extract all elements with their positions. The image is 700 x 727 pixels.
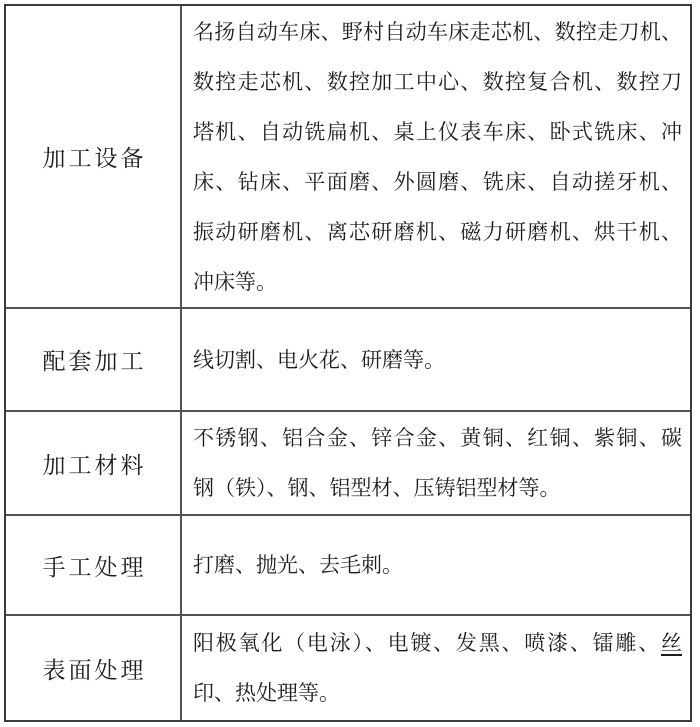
capability-spec-table bbox=[4, 4, 692, 722]
row-label: 配套加工 bbox=[42, 349, 147, 374]
row-label-cell bbox=[6, 616, 182, 720]
row-label-cell bbox=[6, 6, 182, 307]
table-row-processing-equipment bbox=[6, 6, 690, 309]
text-line: 冲床等。 bbox=[193, 269, 277, 294]
row-label: 加工设备 bbox=[42, 146, 147, 171]
text-run: 阳极氧化（电泳）、电镀、发黑、喷漆、镭雕、 bbox=[193, 631, 661, 655]
row-label: 表面处理 bbox=[42, 657, 147, 683]
text-line: 振动研磨机、离芯研磨机、磁力研磨机、烘干机、 bbox=[193, 219, 682, 244]
row-content-cell bbox=[182, 412, 690, 514]
row-content-cell bbox=[182, 309, 690, 410]
row-label-cell bbox=[6, 516, 182, 614]
row-content-cell bbox=[182, 6, 690, 307]
text-line: 不锈钢、铝合金、锌合金、黄铜、红铜、紫铜、碳 bbox=[193, 426, 682, 450]
row-content-cell bbox=[182, 516, 690, 614]
text-line: 打磨、抛光、去毛刺。 bbox=[193, 553, 403, 577]
text-line: 名扬自动车床、野村自动车床走芯机、数控走刀机、 bbox=[193, 19, 682, 44]
table-row-materials bbox=[6, 412, 690, 516]
text-line: 床、钻床、平面磨、外圆磨、铣床、自动搓牙机、 bbox=[193, 169, 682, 194]
text-line: 印、热处理等。 bbox=[193, 681, 340, 705]
text-line bbox=[193, 618, 682, 668]
row-content-cell bbox=[182, 616, 690, 720]
text-line: 数控走芯机、数控加工中心、数控复合机、数控刀 bbox=[193, 69, 682, 94]
table-row-supporting-processes bbox=[6, 309, 690, 412]
row-label: 手工处理 bbox=[42, 554, 147, 580]
underlined-text-run: 丝 bbox=[661, 631, 682, 655]
row-label-cell bbox=[6, 309, 182, 410]
text-line: 钢（铁）、钢、铝型材、压铸铝型材等。 bbox=[193, 476, 561, 500]
row-label-cell bbox=[6, 412, 182, 514]
table-row-surface-treatment bbox=[6, 616, 690, 720]
text-line: 线切割、电火花、研磨等。 bbox=[193, 347, 445, 372]
table-row-manual-finishing bbox=[6, 516, 690, 616]
row-label: 加工材料 bbox=[42, 452, 147, 478]
text-line: 塔机、自动铣扁机、桌上仪表车床、卧式铣床、冲 bbox=[193, 119, 682, 144]
